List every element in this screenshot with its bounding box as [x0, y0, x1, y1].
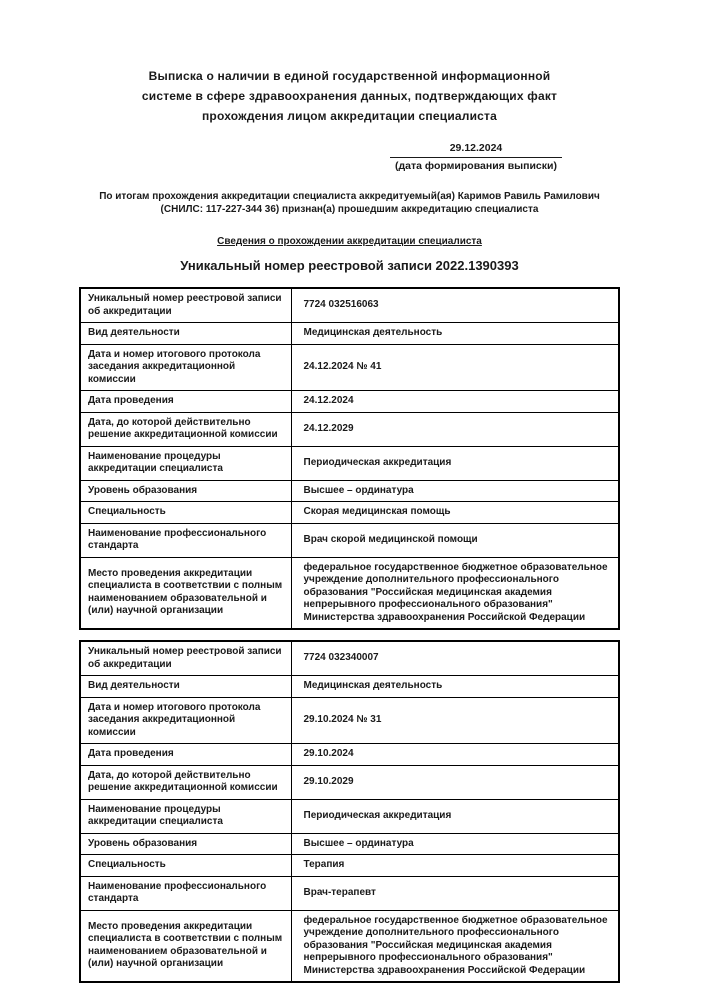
field-label: Уровень образования: [80, 833, 291, 855]
field-value: Высшее – ординатура: [291, 480, 619, 502]
field-label: Наименование профессионального стандарта: [80, 876, 291, 910]
field-value: 29.10.2024: [291, 744, 619, 766]
field-label: Наименование профессионального стандарта: [80, 523, 291, 557]
field-label: Вид деятельности: [80, 676, 291, 698]
table-row: [80, 744, 619, 766]
field-value: Врач скорой медицинской помощи: [291, 523, 619, 557]
field-label: Уникальный номер реестровой записи об аккредитации: [80, 641, 291, 676]
formation-date-block: [390, 142, 562, 173]
document-title-line: прохождения лицом аккредитации специалиста: [201, 109, 498, 123]
field-label: Специальность: [80, 502, 291, 524]
field-label: Дата и номер итогового протокола заседания аккредитационной комиссии: [80, 344, 291, 391]
table-row: [80, 391, 619, 413]
field-value: федеральное государственное бюджетное образовательное учреждение дополнительного профессионального образования "Российская медицинская академия непрерывного профессионального образования" Министерства здравоохранения Российской Федерации: [291, 910, 619, 982]
document-title: [79, 66, 620, 126]
table-row: [80, 323, 619, 345]
table-row: [80, 910, 619, 982]
table-row: [80, 523, 619, 557]
table-row: [80, 855, 619, 877]
field-value: 29.10.2024 № 31: [291, 697, 619, 744]
field-label: Дата и номер итогового протокола заседания аккредитационной комиссии: [80, 697, 291, 744]
field-value: Терапия: [291, 855, 619, 877]
table-row: [80, 876, 619, 910]
field-label: Уникальный номер реестровой записи об аккредитации: [80, 288, 291, 323]
table-row: [80, 480, 619, 502]
table-row: [80, 412, 619, 446]
table-row: [80, 288, 619, 323]
field-value: Периодическая аккредитация: [291, 799, 619, 833]
field-label: Место проведения аккредитации специалиста в соответствии с полным наименованием образовательной и (или) научной организации: [80, 557, 291, 629]
record-number-heading: Уникальный номер реестровой записи 2022.1390393: [180, 258, 519, 273]
formation-date-value: 29.12.2024: [390, 142, 562, 158]
field-label: Дата, до которой действительно решение аккредитационной комиссии: [80, 412, 291, 446]
field-value: 7724 032516063: [291, 288, 619, 323]
field-value: Скорая медицинская помощь: [291, 502, 619, 524]
field-label: Место проведения аккредитации специалиста в соответствии с полным наименованием образовательной и (или) научной организации: [80, 910, 291, 982]
field-value: 24.12.2029: [291, 412, 619, 446]
table-row: [80, 641, 619, 676]
table-row: [80, 502, 619, 524]
formation-date-caption: (дата формирования выписки): [395, 160, 557, 172]
document-title-line: системе в сфере здравоохранения данных, подтверждающих факт: [141, 89, 558, 103]
field-value: федеральное государственное бюджетное образовательное учреждение дополнительного профессионального образования "Российская медицинская академия непрерывного профессионального образования" Министерства здравоохранения Российской Федерации: [291, 557, 619, 629]
field-value: 7724 032340007: [291, 641, 619, 676]
field-label: Вид деятельности: [80, 323, 291, 345]
field-value: Периодическая аккредитация: [291, 446, 619, 480]
accreditation-table-1: [79, 287, 620, 630]
field-label: Уровень образования: [80, 480, 291, 502]
table-row: [80, 344, 619, 391]
field-value: Высшее – ординатура: [291, 833, 619, 855]
accreditation-table-2: [79, 640, 620, 983]
field-value: Врач-терапевт: [291, 876, 619, 910]
field-value: Медицинская деятельность: [291, 676, 619, 698]
field-value: 24.12.2024: [291, 391, 619, 413]
table-row: [80, 697, 619, 744]
table-row: [80, 446, 619, 480]
table-row: [80, 676, 619, 698]
field-value: 29.10.2029: [291, 765, 619, 799]
field-value: 24.12.2024 № 41: [291, 344, 619, 391]
document-title-line: Выписка о наличии в единой государственной информационной: [148, 69, 551, 83]
field-label: Дата проведения: [80, 744, 291, 766]
field-label: Наименование процедуры аккредитации специалиста: [80, 446, 291, 480]
field-label: Наименование процедуры аккредитации специалиста: [80, 799, 291, 833]
field-label: Дата, до которой действительно решение аккредитационной комиссии: [80, 765, 291, 799]
intro-paragraph: По итогам прохождения аккредитации специалиста аккредитуемый(ая) Каримов Равиль Рамилович (СНИЛС: 117-227-344 36) признан(а) прошедшим аккредитацию специалиста: [99, 191, 600, 215]
table-row: [80, 557, 619, 629]
field-label: Дата проведения: [80, 391, 291, 413]
section-heading: Сведения о прохождении аккредитации специалиста: [217, 236, 482, 247]
table-row: [80, 833, 619, 855]
field-value: Медицинская деятельность: [291, 323, 619, 345]
table-row: [80, 799, 619, 833]
field-label: Специальность: [80, 855, 291, 877]
table-row: [80, 765, 619, 799]
